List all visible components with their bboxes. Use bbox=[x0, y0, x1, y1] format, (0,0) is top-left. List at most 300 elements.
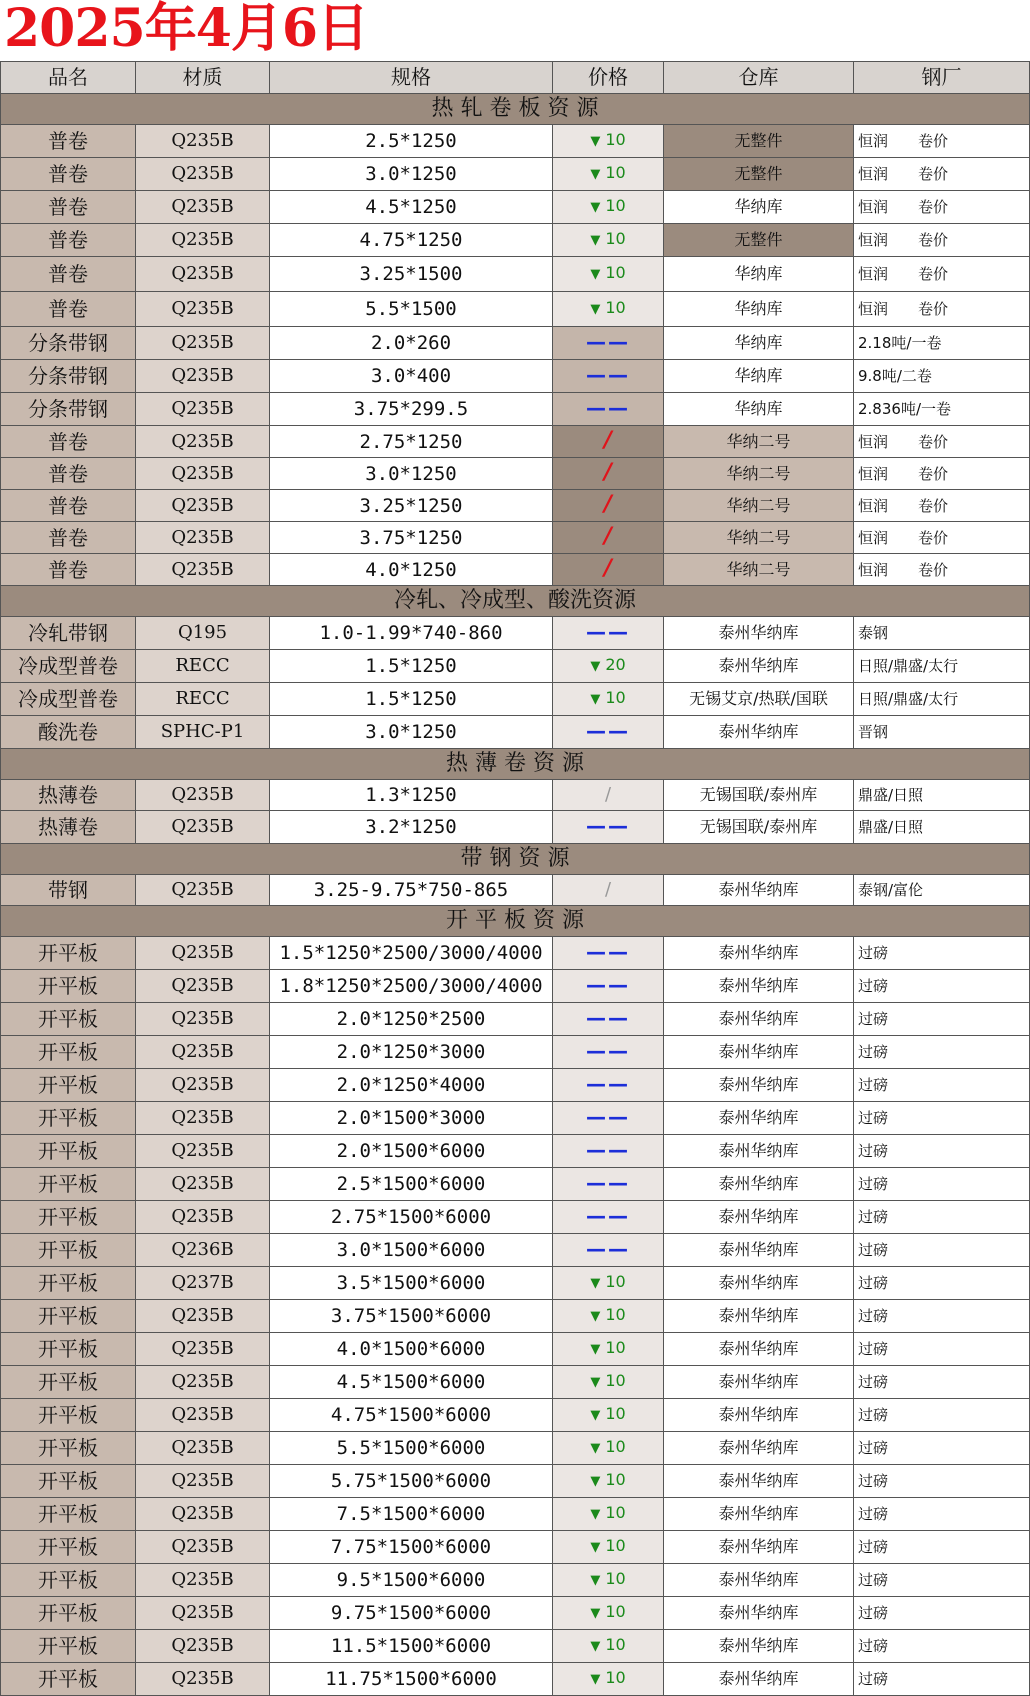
product-name-cell: 普卷 bbox=[1, 426, 136, 458]
warehouse-cell: 泰州华纳库 bbox=[664, 1432, 854, 1465]
price-cell bbox=[553, 458, 664, 490]
table-row bbox=[1, 522, 1030, 554]
header-row bbox=[1, 62, 1030, 94]
warehouse-cell: 无锡国联/泰州库 bbox=[664, 780, 854, 811]
material-cell: Q235B bbox=[136, 1663, 270, 1696]
price-cell bbox=[553, 1036, 664, 1069]
material-cell: Q235B bbox=[136, 393, 270, 426]
mill-cell bbox=[854, 937, 1030, 970]
mill-name: 过磅 bbox=[858, 1637, 889, 1655]
product-name-cell: 开平板 bbox=[1, 1564, 136, 1597]
price-dash: —— bbox=[586, 814, 630, 838]
table-row bbox=[1, 1036, 1030, 1069]
material-cell: Q235B bbox=[136, 1597, 270, 1630]
price-change bbox=[590, 1503, 625, 1522]
price-cell bbox=[553, 1234, 664, 1267]
product-name-cell: 开平板 bbox=[1, 1597, 136, 1630]
mill-name: 过磅 bbox=[858, 1043, 889, 1061]
page-title: 2025年4月6日 bbox=[4, 0, 369, 59]
spec-cell: 1.8*1250*2500/3000/4000 bbox=[270, 970, 553, 1003]
header-warehouse: 仓库 bbox=[664, 62, 854, 94]
spec-cell: 2.0*1250*3000 bbox=[270, 1036, 553, 1069]
product-name-cell: 开平板 bbox=[1, 1399, 136, 1432]
spec-cell: 1.0-1.99*740-860 bbox=[270, 617, 553, 650]
warehouse-cell: 泰州华纳库 bbox=[664, 1531, 854, 1564]
section-title: 开 平 板 资 源 bbox=[1, 906, 1030, 937]
mill-name: 恒润 bbox=[858, 496, 889, 515]
mill-name: 过磅 bbox=[858, 1274, 889, 1292]
warehouse-cell: 泰州华纳库 bbox=[664, 1399, 854, 1432]
price-dash: —— bbox=[586, 1138, 630, 1162]
warehouse-cell: 泰州华纳库 bbox=[664, 1135, 854, 1168]
section-title: 热 轧 卷 板 资 源 bbox=[1, 94, 1030, 125]
price-cell bbox=[553, 1630, 664, 1663]
section-header-row bbox=[1, 906, 1030, 937]
warehouse-cell: 泰州华纳库 bbox=[664, 1003, 854, 1036]
mill-name: 过磅 bbox=[858, 1340, 889, 1358]
price-cell bbox=[553, 1201, 664, 1234]
price-cell bbox=[553, 292, 664, 327]
material-cell: Q235B bbox=[136, 1069, 270, 1102]
table-row bbox=[1, 1333, 1030, 1366]
material-cell: Q235B bbox=[136, 125, 270, 158]
table-row bbox=[1, 1003, 1030, 1036]
mill-cell bbox=[854, 716, 1030, 749]
warehouse-cell: 泰州华纳库 bbox=[664, 1201, 854, 1234]
spec-cell: 3.0*1250 bbox=[270, 458, 553, 490]
price-cell bbox=[553, 1663, 664, 1696]
mill-name: 过磅 bbox=[858, 1406, 889, 1424]
spec-cell: 1.5*1250 bbox=[270, 683, 553, 716]
price-change-value: 10 bbox=[605, 163, 626, 182]
price-slash: / bbox=[604, 784, 612, 805]
price-change bbox=[590, 655, 625, 674]
price-change-value: 20 bbox=[605, 655, 626, 674]
table-row bbox=[1, 1663, 1030, 1696]
material-cell: Q235B bbox=[136, 1300, 270, 1333]
header-price: 价格 bbox=[553, 62, 664, 94]
price-change-value: 10 bbox=[605, 1338, 626, 1357]
spec-cell: 4.5*1250 bbox=[270, 191, 553, 224]
spec-cell: 2.75*1500*6000 bbox=[270, 1201, 553, 1234]
mill-name: 泰钢 bbox=[858, 624, 889, 642]
warehouse-cell: 华纳二号 bbox=[664, 490, 854, 522]
product-name-cell: 分条带钢 bbox=[1, 327, 136, 360]
price-change-value: 10 bbox=[605, 1305, 626, 1324]
material-cell: RECC bbox=[136, 683, 270, 716]
section-header-row bbox=[1, 844, 1030, 875]
warehouse-cell: 泰州华纳库 bbox=[664, 1465, 854, 1498]
mill-cell bbox=[854, 1300, 1030, 1333]
price-cell bbox=[553, 490, 664, 522]
down-triangle-icon: ▼ bbox=[590, 659, 601, 674]
price-cell bbox=[553, 1498, 664, 1531]
table-row bbox=[1, 1531, 1030, 1564]
warehouse-cell: 泰州华纳库 bbox=[664, 1300, 854, 1333]
product-name-cell: 开平板 bbox=[1, 1498, 136, 1531]
mill-cell bbox=[854, 224, 1030, 257]
price-cell bbox=[553, 125, 664, 158]
price-slash: / bbox=[603, 524, 613, 549]
product-name-cell: 开平板 bbox=[1, 937, 136, 970]
down-triangle-icon: ▼ bbox=[590, 1408, 601, 1423]
down-triangle-icon: ▼ bbox=[590, 1639, 601, 1654]
warehouse-cell: 华纳二号 bbox=[664, 458, 854, 490]
down-triangle-icon: ▼ bbox=[590, 1540, 601, 1555]
product-name-cell: 普卷 bbox=[1, 522, 136, 554]
warehouse-cell: 无锡国联/泰州库 bbox=[664, 811, 854, 844]
material-cell: Q235B bbox=[136, 257, 270, 292]
product-name-cell: 开平板 bbox=[1, 1069, 136, 1102]
mill-note: 卷价 bbox=[918, 464, 949, 483]
mill-name: 鼎盛/日照 bbox=[858, 818, 924, 836]
price-cell bbox=[553, 393, 664, 426]
table-row bbox=[1, 554, 1030, 586]
table-row bbox=[1, 1168, 1030, 1201]
mill-name: 过磅 bbox=[858, 1670, 889, 1688]
mill-note: 卷价 bbox=[918, 300, 949, 318]
spec-cell: 3.5*1500*6000 bbox=[270, 1267, 553, 1300]
warehouse-cell: 华纳库 bbox=[664, 327, 854, 360]
spec-cell: 3.75*1250 bbox=[270, 522, 553, 554]
spec-cell: 4.0*1500*6000 bbox=[270, 1333, 553, 1366]
material-cell: Q235B bbox=[136, 458, 270, 490]
table-row bbox=[1, 393, 1030, 426]
spec-cell: 2.0*1500*3000 bbox=[270, 1102, 553, 1135]
mill-cell bbox=[854, 617, 1030, 650]
down-triangle-icon: ▼ bbox=[590, 1309, 601, 1324]
table-row bbox=[1, 617, 1030, 650]
price-dash: —— bbox=[586, 396, 630, 420]
warehouse-cell: 泰州华纳库 bbox=[664, 1234, 854, 1267]
material-cell: Q235B bbox=[136, 1003, 270, 1036]
mill-cell bbox=[854, 125, 1030, 158]
mill-cell bbox=[854, 1465, 1030, 1498]
mill-name: 恒润 bbox=[858, 432, 889, 451]
spec-cell: 2.5*1250 bbox=[270, 125, 553, 158]
down-triangle-icon: ▼ bbox=[590, 692, 601, 707]
material-cell: SPHC-P1 bbox=[136, 716, 270, 749]
warehouse-cell: 泰州华纳库 bbox=[664, 937, 854, 970]
material-cell: Q235B bbox=[136, 1531, 270, 1564]
mill-note: 卷价 bbox=[918, 265, 949, 283]
mill-cell bbox=[854, 292, 1030, 327]
product-name-cell: 开平板 bbox=[1, 1003, 136, 1036]
price-change bbox=[590, 1602, 625, 1621]
header-material: 材质 bbox=[136, 62, 270, 94]
product-name-cell: 普卷 bbox=[1, 125, 136, 158]
price-change bbox=[590, 1305, 625, 1324]
header-name: 品名 bbox=[1, 62, 136, 94]
warehouse-cell: 泰州华纳库 bbox=[664, 650, 854, 683]
material-cell: Q235B bbox=[136, 1102, 270, 1135]
price-cell bbox=[553, 426, 664, 458]
table-row bbox=[1, 1069, 1030, 1102]
table-row bbox=[1, 292, 1030, 327]
warehouse-cell: 泰州华纳库 bbox=[664, 875, 854, 906]
price-cell bbox=[553, 811, 664, 844]
mill-cell bbox=[854, 1003, 1030, 1036]
material-cell: Q235B bbox=[136, 780, 270, 811]
mill-cell bbox=[854, 1564, 1030, 1597]
price-cell bbox=[553, 360, 664, 393]
price-change bbox=[590, 1272, 625, 1291]
material-cell: Q235B bbox=[136, 1201, 270, 1234]
material-cell: Q235B bbox=[136, 1036, 270, 1069]
mill-cell bbox=[854, 875, 1030, 906]
material-cell: Q235B bbox=[136, 522, 270, 554]
spec-cell: 3.0*1500*6000 bbox=[270, 1234, 553, 1267]
spec-cell: 4.75*1500*6000 bbox=[270, 1399, 553, 1432]
warehouse-cell: 华纳库 bbox=[664, 292, 854, 327]
mill-cell bbox=[854, 1135, 1030, 1168]
warehouse-cell: 泰州华纳库 bbox=[664, 1069, 854, 1102]
down-triangle-icon: ▼ bbox=[590, 1342, 601, 1357]
price-cell bbox=[553, 1564, 664, 1597]
warehouse-cell: 泰州华纳库 bbox=[664, 1333, 854, 1366]
product-name-cell: 开平板 bbox=[1, 970, 136, 1003]
spec-cell: 5.5*1500*6000 bbox=[270, 1432, 553, 1465]
mill-name: 过磅 bbox=[858, 1142, 889, 1160]
mill-name: 过磅 bbox=[858, 1175, 889, 1193]
price-cell bbox=[553, 650, 664, 683]
table-row bbox=[1, 360, 1030, 393]
mill-note: 卷价 bbox=[918, 560, 949, 579]
mill-cell bbox=[854, 650, 1030, 683]
product-name-cell: 开平板 bbox=[1, 1432, 136, 1465]
spec-cell: 3.25*1500 bbox=[270, 257, 553, 292]
mill-name: 恒润 bbox=[858, 528, 889, 547]
price-table bbox=[0, 61, 1030, 1696]
mill-name: 过磅 bbox=[858, 1307, 889, 1325]
table-row bbox=[1, 1366, 1030, 1399]
price-change bbox=[590, 1635, 625, 1654]
spec-cell: 7.75*1500*6000 bbox=[270, 1531, 553, 1564]
price-change bbox=[590, 1404, 625, 1423]
mill-cell bbox=[854, 426, 1030, 458]
warehouse-cell: 泰州华纳库 bbox=[664, 1102, 854, 1135]
price-change-value: 10 bbox=[605, 1437, 626, 1456]
material-cell: Q235B bbox=[136, 327, 270, 360]
product-name-cell: 开平板 bbox=[1, 1465, 136, 1498]
table-row bbox=[1, 191, 1030, 224]
price-cell bbox=[553, 327, 664, 360]
spec-cell: 9.5*1500*6000 bbox=[270, 1564, 553, 1597]
product-name-cell: 普卷 bbox=[1, 292, 136, 327]
table-row bbox=[1, 426, 1030, 458]
material-cell: Q235B bbox=[136, 875, 270, 906]
mill-cell bbox=[854, 393, 1030, 426]
material-cell: Q237B bbox=[136, 1267, 270, 1300]
mill-name: 晋钢 bbox=[858, 723, 889, 741]
mill-cell bbox=[854, 522, 1030, 554]
material-cell: Q235B bbox=[136, 1366, 270, 1399]
spec-cell: 3.0*400 bbox=[270, 360, 553, 393]
down-triangle-icon: ▼ bbox=[590, 267, 601, 282]
mill-name: 鼎盛/日照 bbox=[858, 786, 924, 804]
price-change-value: 10 bbox=[605, 130, 626, 149]
warehouse-cell: 华纳二号 bbox=[664, 426, 854, 458]
mill-name: 恒润 bbox=[858, 464, 889, 483]
mill-note: 卷价 bbox=[918, 231, 949, 249]
material-cell: Q195 bbox=[136, 617, 270, 650]
price-cell bbox=[553, 191, 664, 224]
table-row bbox=[1, 1300, 1030, 1333]
price-dash: —— bbox=[586, 1006, 630, 1030]
product-name-cell: 冷轧带钢 bbox=[1, 617, 136, 650]
mill-name: 过磅 bbox=[858, 944, 889, 962]
product-name-cell: 分条带钢 bbox=[1, 360, 136, 393]
warehouse-cell: 泰州华纳库 bbox=[664, 970, 854, 1003]
price-change-value: 10 bbox=[605, 1404, 626, 1423]
price-cell bbox=[553, 1300, 664, 1333]
price-change-value: 10 bbox=[605, 1470, 626, 1489]
mill-name: 恒润 bbox=[858, 165, 889, 183]
price-cell bbox=[553, 780, 664, 811]
price-change bbox=[590, 196, 625, 215]
price-cell bbox=[553, 683, 664, 716]
table-row bbox=[1, 650, 1030, 683]
price-cell bbox=[553, 224, 664, 257]
mill-cell bbox=[854, 458, 1030, 490]
price-cell bbox=[553, 1531, 664, 1564]
table-row bbox=[1, 1267, 1030, 1300]
mill-cell bbox=[854, 191, 1030, 224]
price-slash: / bbox=[604, 879, 612, 900]
material-cell: Q235B bbox=[136, 1399, 270, 1432]
warehouse-cell: 华纳库 bbox=[664, 191, 854, 224]
mill-cell bbox=[854, 780, 1030, 811]
mill-cell bbox=[854, 554, 1030, 586]
product-name-cell: 开平板 bbox=[1, 1630, 136, 1663]
price-cell bbox=[553, 1168, 664, 1201]
mill-cell bbox=[854, 1069, 1030, 1102]
spec-cell: 2.0*260 bbox=[270, 327, 553, 360]
mill-note: 卷价 bbox=[918, 528, 949, 547]
price-cell bbox=[553, 970, 664, 1003]
mill-cell bbox=[854, 257, 1030, 292]
price-dash: —— bbox=[586, 363, 630, 387]
price-cell bbox=[553, 1135, 664, 1168]
price-change-value: 10 bbox=[605, 229, 626, 248]
table-row bbox=[1, 875, 1030, 906]
table-row bbox=[1, 257, 1030, 292]
product-name-cell: 普卷 bbox=[1, 490, 136, 522]
spec-cell: 1.5*1250*2500/3000/4000 bbox=[270, 937, 553, 970]
price-dash: —— bbox=[586, 330, 630, 354]
material-cell: Q236B bbox=[136, 1234, 270, 1267]
mill-cell bbox=[854, 1432, 1030, 1465]
price-slash: / bbox=[603, 556, 613, 581]
spec-cell: 3.2*1250 bbox=[270, 811, 553, 844]
material-cell: Q235B bbox=[136, 292, 270, 327]
material-cell: Q235B bbox=[136, 360, 270, 393]
price-change bbox=[590, 298, 625, 317]
mill-cell bbox=[854, 1399, 1030, 1432]
product-name-cell: 普卷 bbox=[1, 191, 136, 224]
warehouse-cell: 泰州华纳库 bbox=[664, 1366, 854, 1399]
mill-name: 过磅 bbox=[858, 1208, 889, 1226]
price-change-value: 10 bbox=[605, 1602, 626, 1621]
section-title: 冷轧、冷成型、酸洗资源 bbox=[1, 586, 1030, 617]
price-change-value: 10 bbox=[605, 298, 626, 317]
price-change bbox=[590, 1569, 625, 1588]
mill-name: 过磅 bbox=[858, 1241, 889, 1259]
mill-cell bbox=[854, 360, 1030, 393]
product-name-cell: 开平板 bbox=[1, 1135, 136, 1168]
table-row bbox=[1, 1102, 1030, 1135]
price-dash: —— bbox=[586, 1105, 630, 1129]
product-name-cell: 开平板 bbox=[1, 1333, 136, 1366]
price-slash: / bbox=[603, 428, 613, 453]
mill-name: 2.18吨/一卷 bbox=[858, 334, 942, 352]
price-cell bbox=[553, 158, 664, 191]
mill-note: 卷价 bbox=[918, 496, 949, 515]
mill-name: 恒润 bbox=[858, 265, 889, 283]
price-change bbox=[590, 1371, 625, 1390]
section-header-row bbox=[1, 749, 1030, 780]
table-row bbox=[1, 937, 1030, 970]
spec-cell: 2.75*1250 bbox=[270, 426, 553, 458]
down-triangle-icon: ▼ bbox=[590, 233, 601, 248]
warehouse-cell: 华纳库 bbox=[664, 393, 854, 426]
price-change-value: 10 bbox=[605, 196, 626, 215]
price-cell bbox=[553, 1267, 664, 1300]
down-triangle-icon: ▼ bbox=[590, 167, 601, 182]
table-row bbox=[1, 1630, 1030, 1663]
mill-cell bbox=[854, 1663, 1030, 1696]
product-name-cell: 普卷 bbox=[1, 458, 136, 490]
material-cell: Q235B bbox=[136, 490, 270, 522]
price-cell bbox=[553, 522, 664, 554]
down-triangle-icon: ▼ bbox=[590, 1474, 601, 1489]
spec-cell: 4.0*1250 bbox=[270, 554, 553, 586]
product-name-cell: 开平板 bbox=[1, 1168, 136, 1201]
spec-cell: 1.5*1250 bbox=[270, 650, 553, 683]
warehouse-cell: 华纳二号 bbox=[664, 554, 854, 586]
price-change-value: 10 bbox=[605, 1536, 626, 1555]
spec-cell: 7.5*1500*6000 bbox=[270, 1498, 553, 1531]
product-name-cell: 开平板 bbox=[1, 1531, 136, 1564]
product-name-cell: 开平板 bbox=[1, 1234, 136, 1267]
material-cell: Q235B bbox=[136, 811, 270, 844]
warehouse-cell: 泰州华纳库 bbox=[664, 1168, 854, 1201]
mill-name: 泰钢/富伦 bbox=[858, 881, 924, 899]
mill-note: 卷价 bbox=[918, 432, 949, 451]
section-title: 热 薄 卷 资 源 bbox=[1, 749, 1030, 780]
mill-cell bbox=[854, 1333, 1030, 1366]
spec-cell: 3.0*1250 bbox=[270, 158, 553, 191]
price-cell bbox=[553, 554, 664, 586]
price-change bbox=[590, 1536, 625, 1555]
warehouse-cell: 泰州华纳库 bbox=[664, 1597, 854, 1630]
mill-name: 过磅 bbox=[858, 977, 889, 995]
down-triangle-icon: ▼ bbox=[590, 1375, 601, 1390]
price-cell bbox=[553, 617, 664, 650]
section-header-row bbox=[1, 94, 1030, 125]
material-cell: Q235B bbox=[136, 191, 270, 224]
spec-cell: 2.0*1250*2500 bbox=[270, 1003, 553, 1036]
price-change-value: 10 bbox=[605, 263, 626, 282]
mill-note: 卷价 bbox=[918, 198, 949, 216]
mill-name: 过磅 bbox=[858, 1439, 889, 1457]
mill-name: 过磅 bbox=[858, 1109, 889, 1127]
mill-cell bbox=[854, 327, 1030, 360]
spec-cell: 3.0*1250 bbox=[270, 716, 553, 749]
warehouse-cell: 泰州华纳库 bbox=[664, 1663, 854, 1696]
price-dash: —— bbox=[586, 1039, 630, 1063]
table-row bbox=[1, 1564, 1030, 1597]
